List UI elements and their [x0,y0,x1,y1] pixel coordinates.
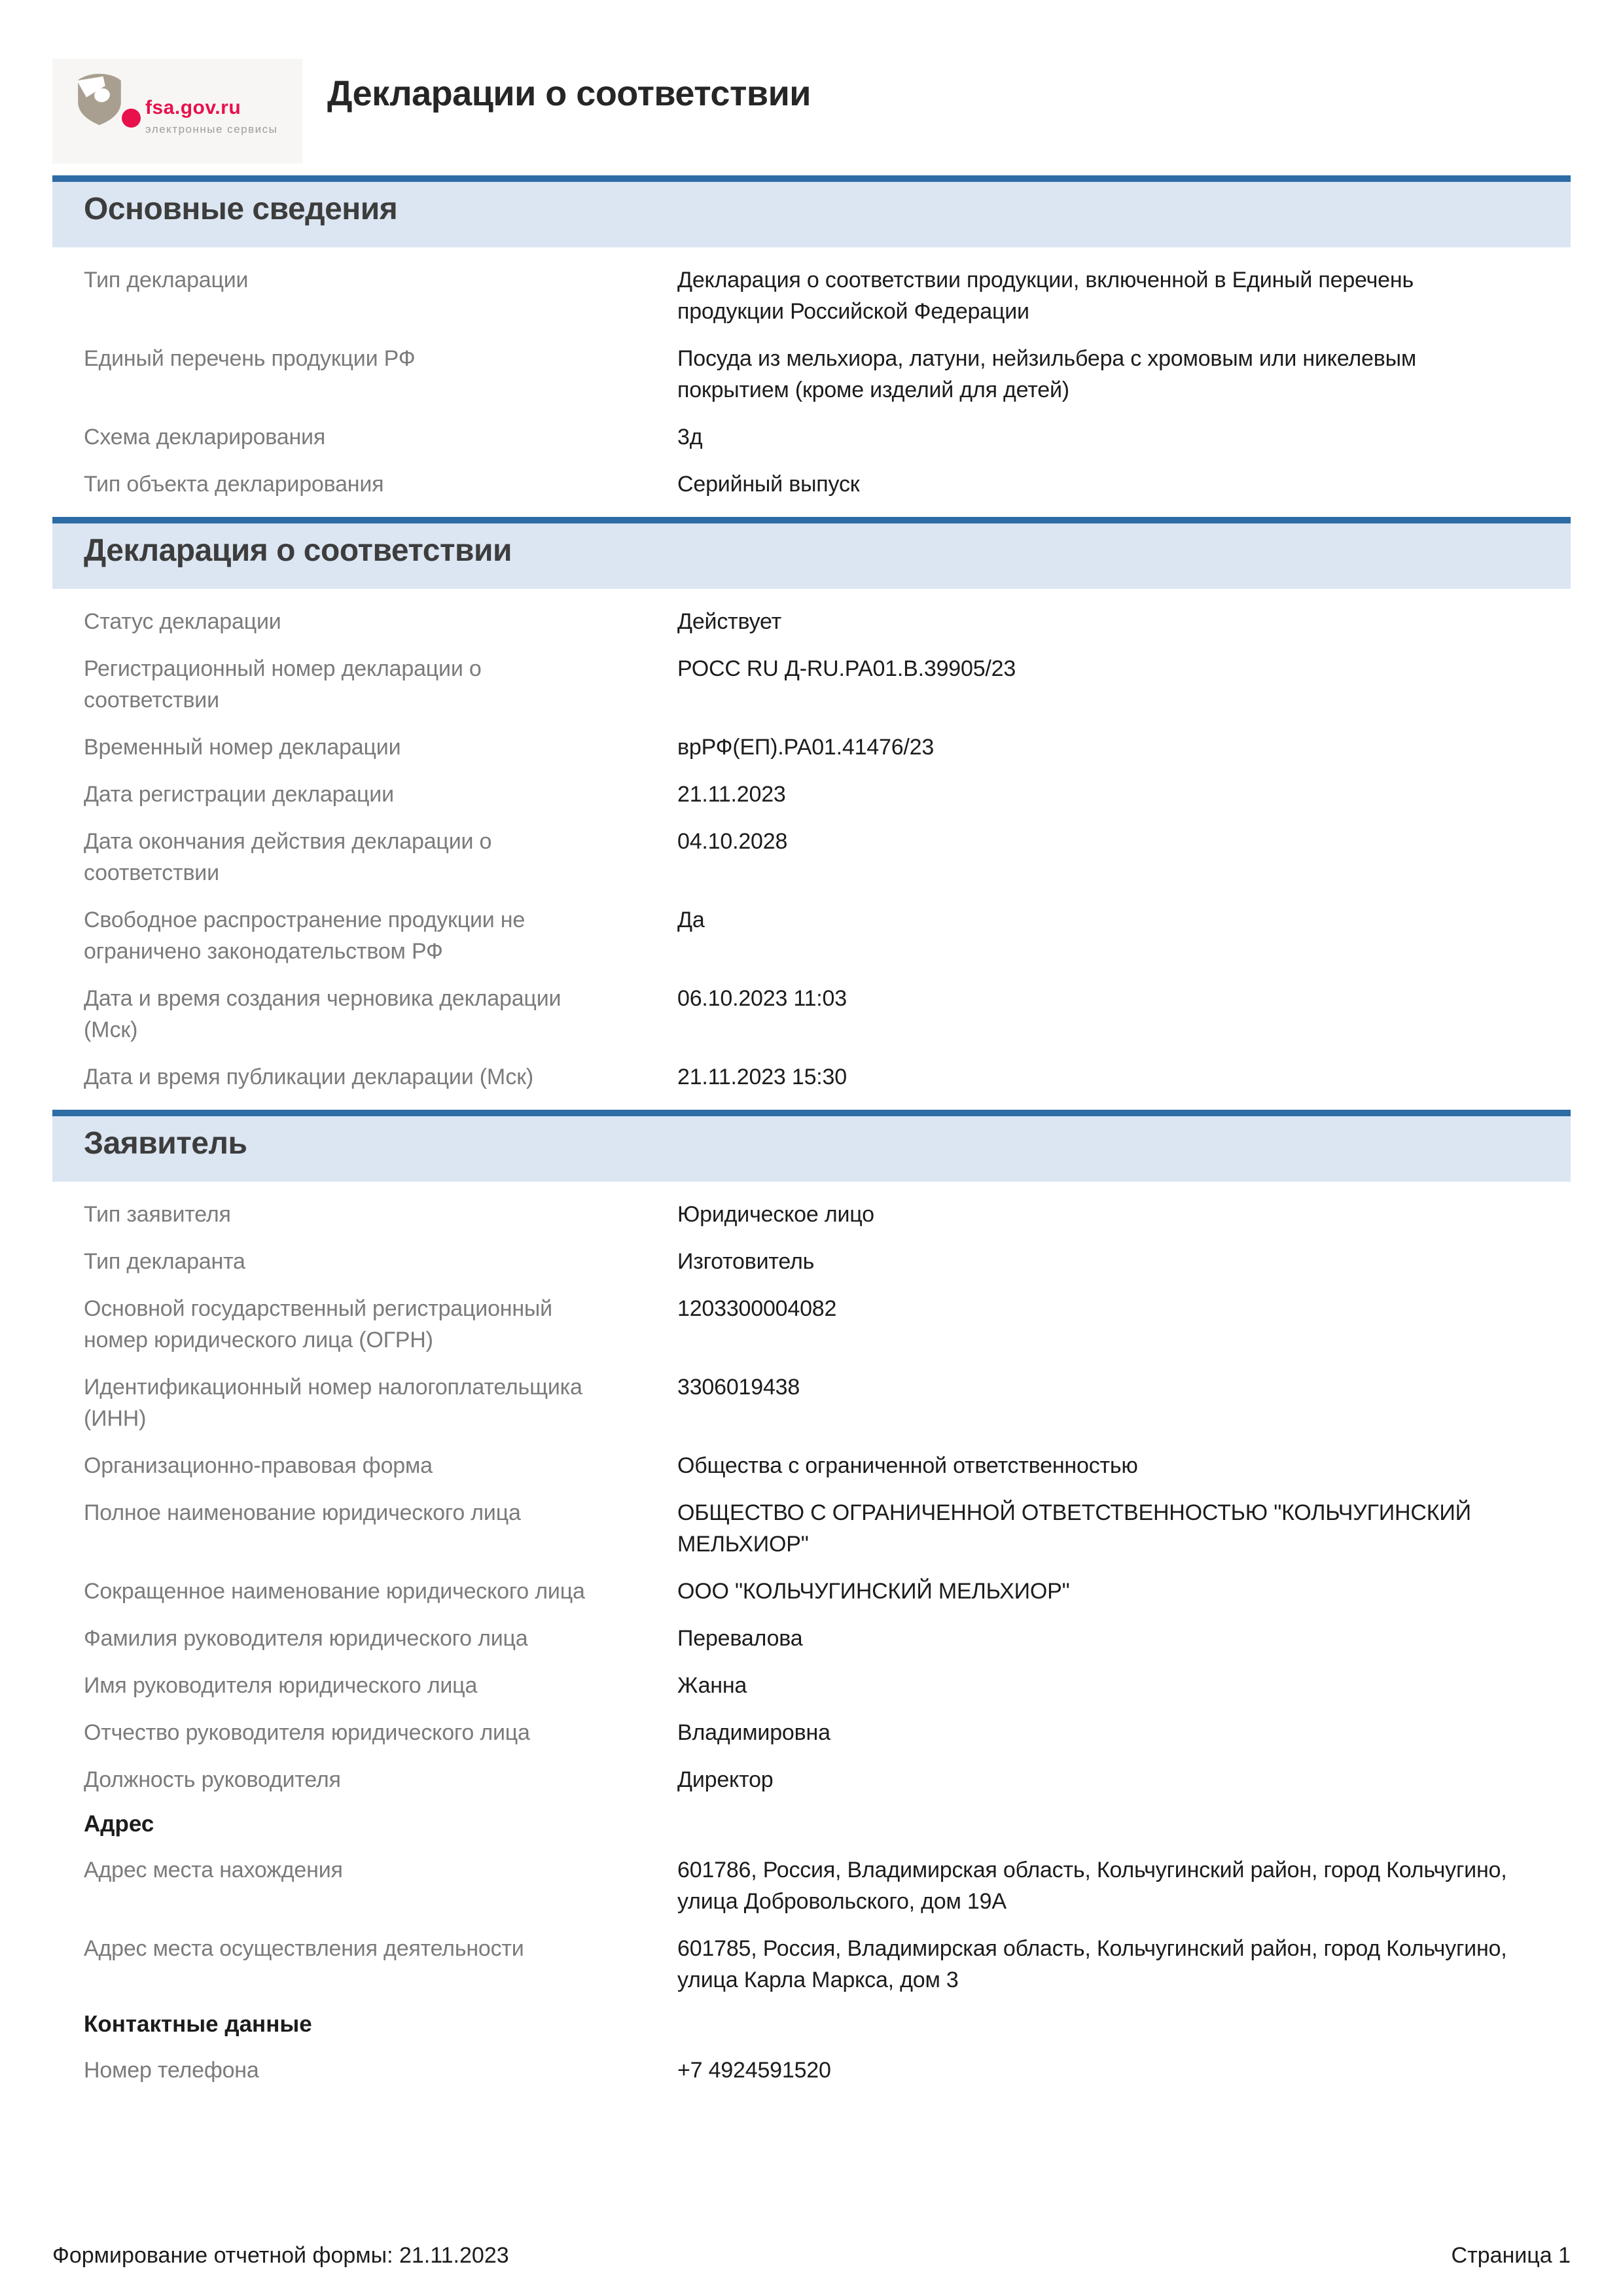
field-value: Жанна [677,1673,747,1698]
field-value: 601785, Россия, Владимирская область, Кольчугинский район, город Кольчугино, улица Карла Маркса, дом 3 [677,1936,1507,1992]
field-label: Номер телефона [84,2058,259,2083]
field-label: Имя руководителя юридического лица [84,1673,478,1698]
section-basic-info-body [52,247,1571,517]
field-label: Организационно-правовая форма [84,1453,433,1478]
field-value: +7 4924591520 [677,2058,831,2083]
table-row [52,421,1571,453]
field-value: 21.11.2023 15:30 [677,1065,847,1089]
document-footer [52,2243,1571,2269]
field-label: Временный номер декларации [84,735,401,760]
field-value: 04.10.2028 [677,829,788,854]
table-row [52,653,1571,716]
field-label: Дата регистрации декларации [84,782,394,807]
field-value: Действует [677,609,781,634]
field-value: 1203300004082 [677,1296,837,1321]
field-value: 3д [677,425,703,450]
field-value: 3306019438 [677,1375,800,1400]
field-label: Свободное распространение продукции не ограничено законодательством РФ [84,908,526,964]
table-row [52,1246,1571,1277]
table-row [52,1199,1571,1230]
field-label: Тип декларации [84,268,249,292]
field-value: Посуда из мельхиора, латуни, нейзильбера с хромовым или никелевым покрытием (кроме изделий для детей) [677,346,1417,402]
field-label: Сокращенное наименование юридического лица [84,1579,585,1604]
page-title: Декларации о соответствии [327,74,811,113]
field-value: ОБЩЕСТВО С ОГРАНИЧЕННОЙ ОТВЕТСТВЕННОСТЬЮ "КОЛЬЧУГИНСКИЙ МЕЛЬХИОР" [677,1500,1471,1557]
section-title: Заявитель [84,1126,247,1161]
field-label: Дата и время публикации декларации (Мск) [84,1065,533,1089]
field-value: Серийный выпуск [677,472,860,497]
table-row [52,606,1571,637]
field-label: Полное наименование юридического лица [84,1500,521,1525]
document-header [52,59,1571,167]
fsa-logo-dot [122,109,141,128]
field-value: Перевалова [677,1626,803,1651]
fsa-tagline: электронные сервисы [145,123,278,135]
section-applicant-body [52,1182,1571,2103]
field-label: Дата и время создания черновика декларации (Мск) [84,986,562,1042]
field-value: Декларация о соответствии продукции, включенной в Единый перечень продукции Российской Федерации [677,268,1414,324]
field-value: Общества с ограниченной ответственностью [677,1453,1138,1478]
field-label: Идентификационный номер налогоплательщика (ИНН) [84,1375,582,1431]
field-value: Юридическое лицо [677,1202,874,1227]
field-label: Единый перечень продукции РФ [84,346,416,371]
field-value: Изготовитель [677,1249,815,1274]
subheading-address: Адрес [84,1811,154,1837]
footer-generated-date: Формирование отчетной формы: 21.11.2023 [52,2243,509,2268]
field-label: Статус декларации [84,609,281,634]
table-row [52,343,1571,406]
table-row [52,1450,1571,1481]
table-row [52,904,1571,967]
field-label: Адрес места осуществления деятельности [84,1936,524,1961]
fsa-logo-texts [145,98,277,135]
fsa-site-label: fsa.gov.ru [145,97,241,118]
field-label: Отчество руководителя юридического лица [84,1720,530,1745]
table-row [52,1854,1571,1917]
field-label: Адрес места нахождения [84,1858,343,1882]
table-row [52,983,1571,1046]
field-label: Тип декларанта [84,1249,245,1274]
table-row [52,1497,1571,1560]
table-row [52,1717,1571,1748]
field-label: Тип объекта декларирования [84,472,384,497]
table-row [52,1061,1571,1093]
subheading-contacts: Контактные данные [84,2011,312,2037]
field-value: Директор [677,1767,774,1792]
field-value: 21.11.2023 [677,782,786,807]
field-label: Основной государственный регистрационный номер юридического лица (ОГРН) [84,1296,552,1352]
section-basic-info-header [52,175,1571,247]
fsa-logo [52,59,302,164]
field-value: 06.10.2023 11:03 [677,986,847,1011]
field-label: Должность руководителя [84,1767,341,1792]
field-value: Да [677,908,705,932]
section-title: Декларация о соответствии [84,533,512,568]
table-row [52,826,1571,889]
field-label: Дата окончания действия декларации о соответствии [84,829,492,885]
table-row [52,1371,1571,1434]
table-row [52,1670,1571,1701]
table-row [52,468,1571,500]
field-value: врРФ(ЕП).РА01.41476/23 [677,735,935,760]
field-value: ООО "КОЛЬЧУГИНСКИЙ МЕЛЬХИОР" [677,1579,1070,1604]
field-label: Фамилия руководителя юридического лица [84,1626,528,1651]
table-row [52,1623,1571,1654]
table-row [52,779,1571,810]
section-declaration-header [52,517,1571,589]
field-label: Регистрационный номер декларации о соответствии [84,656,482,713]
table-row [52,1933,1571,1996]
section-title: Основные сведения [84,192,398,226]
field-value: 601786, Россия, Владимирская область, Кольчугинский район, город Кольчугино, улица Добровольского, дом 19А [677,1858,1507,1914]
table-row [52,1293,1571,1356]
table-row [52,732,1571,763]
field-label: Схема декларирования [84,425,326,450]
field-label: Тип заявителя [84,1202,231,1227]
field-value: Владимировна [677,1720,830,1745]
footer-page-number: Страница 1 [1451,2243,1571,2268]
fsa-logo-icon [76,73,123,129]
section-declaration-body [52,589,1571,1110]
table-row [52,2055,1571,2086]
table-row [52,264,1571,327]
section-applicant-header [52,1110,1571,1182]
field-value: РОСС RU Д-RU.РА01.В.39905/23 [677,656,1016,681]
table-row [52,1576,1571,1607]
table-row [52,1764,1571,1795]
